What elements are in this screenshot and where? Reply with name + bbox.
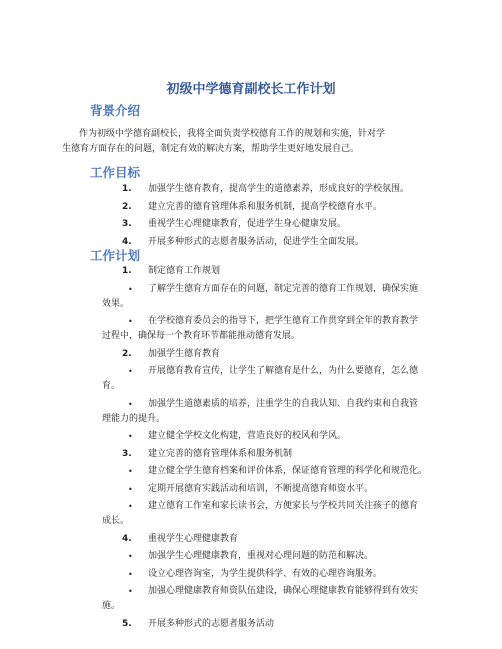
- plan-bullet-line: [0, 314, 502, 329]
- plan-item-text: 理能力的提升。: [102, 413, 166, 424]
- plan-bullet-line: [0, 567, 502, 582]
- plan-bullet-line: [0, 379, 502, 394]
- plan-bullet-line: [0, 282, 502, 297]
- bullet-marker: •: [128, 432, 133, 441]
- plan-bullet-line: [0, 329, 502, 344]
- bullet-marker: •: [128, 552, 133, 561]
- plan-item-text: 加强心理健康教育师资队伍建设，确保心理健康教育能够得到有效实: [148, 586, 419, 596]
- plan-item-text: 开展德育教育宣传，让学生了解德育是什么，为什么要德育，怎么德: [148, 366, 419, 376]
- plan-item-number: 4.: [122, 533, 132, 544]
- plan-item-text: 成长。: [102, 516, 130, 526]
- plan-bullet-line: [0, 599, 502, 614]
- plan-item-text: 定期开展德育实践活动和培训，不断提高德育师资水平。: [148, 483, 374, 494]
- plan-item-number: 1.: [122, 266, 132, 276]
- plan-bullet-line: [0, 464, 502, 479]
- plan-bullet-line: [0, 482, 502, 497]
- goal-item-number: 2.: [122, 201, 132, 212]
- goal-item: [0, 200, 502, 215]
- goal-item-number: 1.: [122, 184, 132, 194]
- bullet-marker: •: [128, 284, 133, 294]
- plan-subheading: [0, 264, 502, 279]
- plan-subheading: [0, 447, 502, 462]
- goal-item-number: 3.: [122, 219, 132, 229]
- bullet-marker: •: [128, 317, 133, 326]
- plan-bullet-line: [0, 429, 502, 444]
- plan-item-text: 了解学生德育方面存在的问题，制定完善的德育工作规划，确保实施: [148, 283, 419, 294]
- bullet-marker: •: [128, 367, 133, 376]
- plan-item-text: 在学校德育委员会的指导下，把学生德育工作贯穿到全年的教育教学: [148, 316, 419, 326]
- background-paragraph-line-1: 作为初级中学德育副校长，我将全面负责学校德育工作的规划和实施，针对学: [79, 129, 386, 139]
- goal-item-text: 加强学生德育教育，提高学生的道德素养，形成良好的学校氛围。: [148, 184, 410, 194]
- goal-item: [0, 182, 502, 197]
- plan-item-text: 效果。: [102, 298, 130, 309]
- goal-item-text: 重视学生心理健康教育，促进学生身心健康发展。: [148, 219, 347, 229]
- goal-item: [0, 235, 502, 250]
- plan-item-text: 施。: [102, 601, 121, 611]
- bullet-marker: •: [128, 569, 133, 579]
- goal-item-text: 开展多种形式的志愿者服务活动，促进学生全面发展。: [148, 236, 365, 247]
- plan-bullet-line: [0, 412, 502, 427]
- plan-item-text: 加强学生德育教育: [148, 348, 221, 359]
- plan-bullet-line: [0, 499, 502, 514]
- bullet-marker: •: [128, 484, 133, 494]
- plan-item-number: 5.: [122, 618, 132, 629]
- plan-item-text: 过程中，确保每一个教育环节都能推动德育发展。: [102, 331, 301, 341]
- bullet-marker: •: [128, 399, 133, 409]
- plan-item-text: 建立健全学校文化构建，营造良好的校风和学风。: [148, 431, 347, 441]
- plan-subheading: [0, 347, 502, 362]
- document-title: 初级中学德育副校长工作计划: [166, 82, 336, 97]
- plan-bullet-line: [0, 297, 502, 312]
- section-heading-background: 背景介绍: [90, 103, 141, 118]
- plan-item-text: 制定德育工作规划: [148, 266, 221, 276]
- plan-item-text: 建立德育工作室和家长读书会，方便家长与学校共同关注孩子的德育: [148, 501, 419, 511]
- goal-item: [0, 217, 502, 232]
- section-heading-plan: 工作计划: [90, 248, 141, 263]
- plan-item-text: 加强学生心理健康教育，重视对心理问题的防范和解决。: [148, 551, 374, 561]
- plan-item-text: 加强学生道德素质的培养，注重学生的自我认知、自我约束和自我管: [148, 398, 419, 409]
- plan-item-text: 设立心理咨询室，为学生提供科学、有效的心理咨询服务。: [148, 568, 383, 579]
- plan-bullet-line: [0, 549, 502, 564]
- plan-subheading: [0, 617, 502, 632]
- plan-item-number: 2.: [122, 348, 132, 359]
- plan-bullet-line: [0, 584, 502, 599]
- section-heading-goals: 工作目标: [90, 165, 141, 180]
- bullet-marker: •: [128, 502, 133, 511]
- plan-item-number: 3.: [122, 448, 132, 459]
- plan-bullet-line: [0, 364, 502, 379]
- plan-item-text: 开展多种形式的志愿者服务活动: [148, 618, 275, 629]
- bullet-marker: •: [128, 467, 133, 476]
- goal-item-text: 建立完善的德育管理体系和服务机制，提高学校德育水平。: [148, 201, 383, 212]
- plan-item-text: 重视学生心理健康教育: [148, 533, 239, 544]
- plan-item-text: 建立完善的德育管理体系和服务机制: [148, 448, 293, 459]
- plan-bullet-line: [0, 397, 502, 412]
- plan-item-text: 育。: [102, 381, 121, 391]
- goal-item-number: 4.: [122, 236, 132, 247]
- plan-bullet-line: [0, 514, 502, 529]
- plan-item-text: 建立健全学生德育档案和评价体系，保证德育管理的科学化和规范化。: [148, 466, 428, 476]
- background-paragraph-line-2: 生德育方面存在的问题，制定有效的解决方案，帮助学生更好地发展自己。: [62, 144, 360, 154]
- plan-subheading: [0, 532, 502, 547]
- bullet-marker: •: [128, 587, 133, 596]
